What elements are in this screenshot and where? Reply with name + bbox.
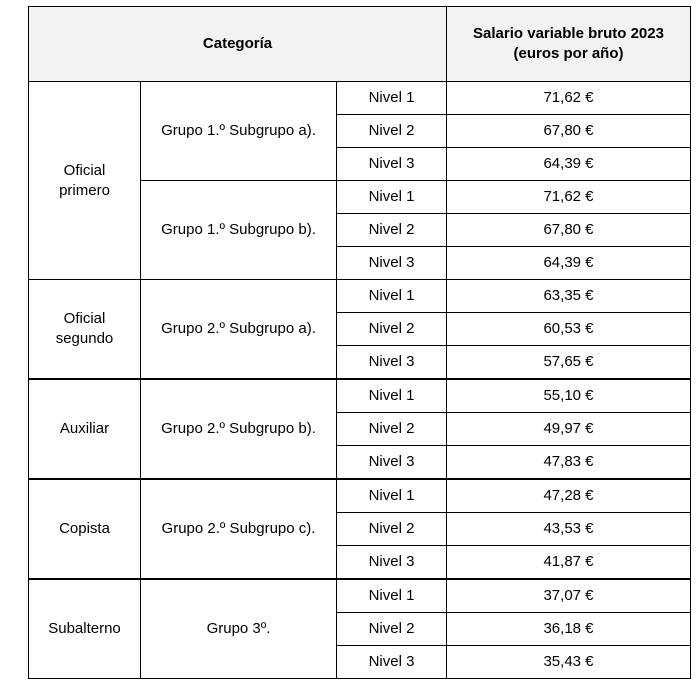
header-categoria: Categoría [29,7,447,82]
header-salario [447,7,691,82]
level-cell: Nivel 1 [337,82,447,115]
salary-cell: 49,97 € [447,413,691,446]
category-name-line1: Oficial [63,310,106,327]
table-row [29,280,691,313]
level-cell: Nivel 3 [337,346,447,380]
salary-cell: 47,28 € [447,479,691,513]
group-cell: Grupo 1.º Subgrupo a). [141,82,337,181]
level-cell: Nivel 2 [337,513,447,546]
salary-cell: 55,10 € [447,379,691,413]
salary-cell: 57,65 € [447,346,691,380]
category-cell [29,379,141,479]
level-cell: Nivel 1 [337,579,447,613]
category-name-line2: segundo [55,330,114,347]
salary-cell: 64,39 € [447,247,691,280]
level-cell: Nivel 3 [337,247,447,280]
salary-cell: 36,18 € [447,613,691,646]
level-cell: Nivel 2 [337,413,447,446]
salary-cell: 64,39 € [447,148,691,181]
level-cell: Nivel 1 [337,479,447,513]
salary-cell: 67,80 € [447,115,691,148]
level-cell: Nivel 1 [337,280,447,313]
salary-cell: 67,80 € [447,214,691,247]
category-name-line1: Oficial [63,161,106,179]
level-cell: Nivel 3 [337,148,447,181]
salary-cell: 60,53 € [447,313,691,346]
table-header-row [29,7,691,82]
table-row [29,379,691,413]
level-cell: Nivel 3 [337,446,447,480]
table-row [29,579,691,613]
category-name-line1: Copista [59,520,110,537]
group-cell: Grupo 2.º Subgrupo b). [141,379,337,479]
header-salario-line1: Salario variable bruto 2023 [473,25,664,42]
level-cell: Nivel 2 [337,613,447,646]
salary-cell: 47,83 € [447,446,691,480]
category-cell [29,579,141,679]
table-row [29,479,691,513]
level-cell: Nivel 1 [337,379,447,413]
category-name-line1: Subalterno [48,620,121,637]
group-cell: Grupo 2.º Subgrupo a). [141,280,337,380]
level-cell: Nivel 2 [337,214,447,247]
group-cell: Grupo 3º. [141,579,337,679]
group-cell: Grupo 2.º Subgrupo c). [141,479,337,579]
salary-cell: 37,07 € [447,579,691,613]
category-name-line2: primero [59,181,110,199]
salary-cell: 71,62 € [447,82,691,115]
level-cell: Nivel 1 [337,181,447,214]
group-cell: Grupo 1.º Subgrupo b). [141,181,337,280]
level-cell: Nivel 3 [337,646,447,679]
salary-cell: 63,35 € [447,280,691,313]
category-cell [29,280,141,380]
salary-cell: 71,62 € [447,181,691,214]
table-row [29,82,691,115]
level-cell: Nivel 3 [337,546,447,580]
salary-table [28,6,691,679]
category-name-line1: Auxiliar [59,420,110,437]
category-cell [29,479,141,579]
category-cell [29,82,141,280]
salary-cell: 35,43 € [447,646,691,679]
header-salario-line2: (euros por año) [513,45,624,62]
level-cell: Nivel 2 [337,115,447,148]
level-cell: Nivel 2 [337,313,447,346]
salary-cell: 43,53 € [447,513,691,546]
salary-cell: 41,87 € [447,546,691,580]
